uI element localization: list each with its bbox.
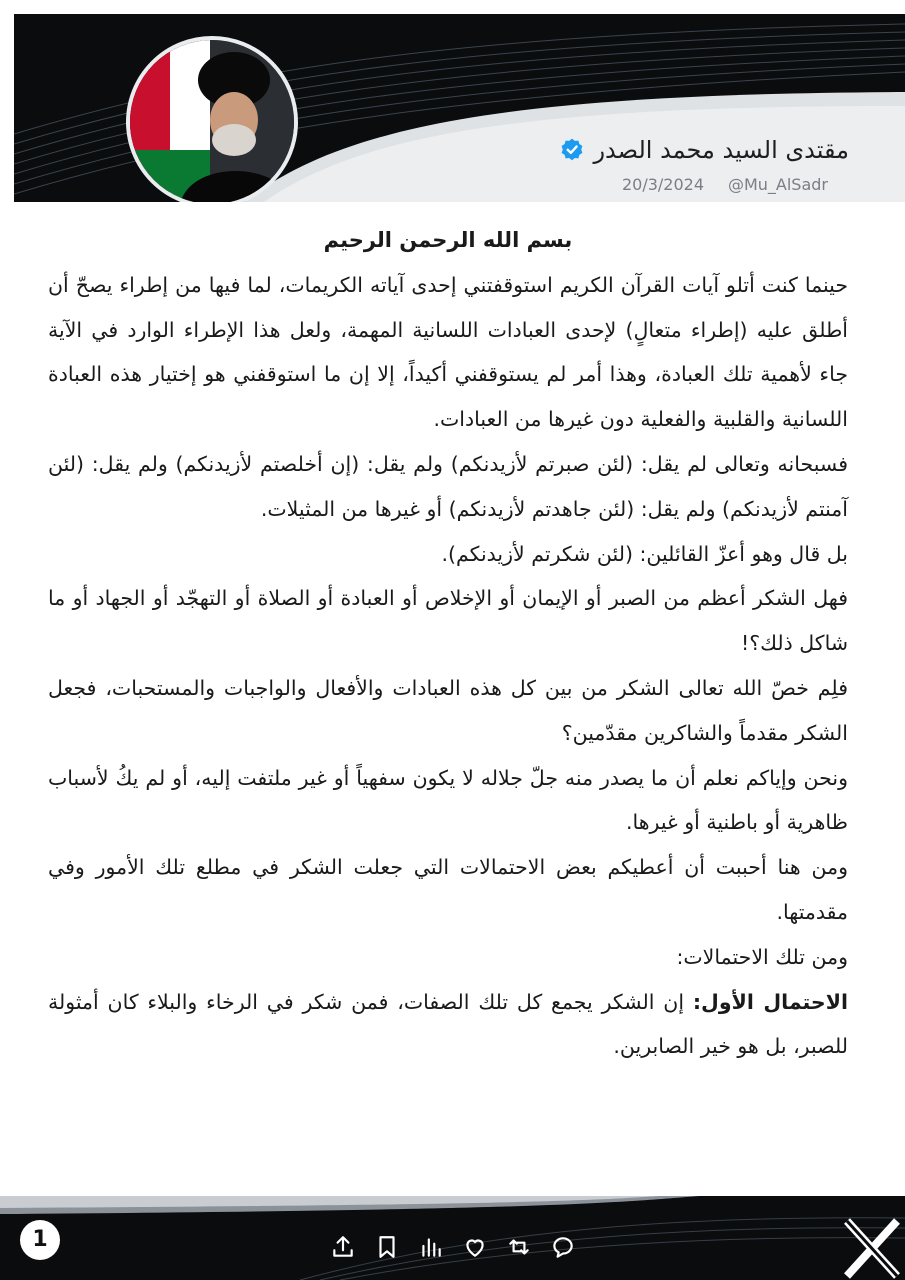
post-date: 20/3/2024 [621,175,704,194]
like-icon[interactable] [462,1234,488,1260]
paragraph-6: ونحن وإياكم نعلم أن ما يصدر منه جلّ جلاله لا يكون سفهياً أو غير ملتفت إليه، أو لم يكُ لأسباب ظاهرية أو باطنية أو غيرها. [48,765,848,835]
profile-header [14,14,905,202]
display-name[interactable]: مقتدى السيد محمد الصدر [593,136,849,164]
paragraph-7: ومن هنا أحببت أن أعطيكم بعض الاحتمالات التي جعلت الشكر في مطلع تلك الأمور وفي مقدمتها. [48,855,848,924]
avatar-portrait-icon [130,40,294,202]
post-title: بسم الله الرحمن الرحيم [323,228,573,252]
x-logo-icon[interactable] [841,1217,905,1280]
paragraph-9 [48,980,848,1070]
paragraph-1: حينما كنت أتلو آيات القرآن الكريم استوقفتني إحدى آياته الكريمات، لما فيها من إطراء يصحّ أن أطلق عليه (إطراء متعالٍ) لإحدى العبادات اللسانية المهمة، ولعل هذا الإطراء الوارد في الآية جاء لأهمية تلك العبادة، وهذا أمر لم يستوقفني أكيداً، إلا إن ما استوقفني هو إختيار هذه العبادة اللسانية والقلبية والفعلية دون غيرها من العبادات. [48,272,848,432]
avatar[interactable] [126,36,298,202]
paragraph-9-label: الاحتمال الأول: [692,989,848,1014]
views-icon[interactable] [418,1234,444,1260]
bookmark-icon[interactable] [374,1234,400,1260]
user-handle[interactable]: @Mu_AlSadr [727,175,828,194]
paragraph-4: فهل الشكر أعظم من الصبر أو الإيمان أو الإخلاص أو العبادة أو الصلاة أو التهجّد أو الجهاد أو ما شاكل ذلك؟! [48,586,848,656]
page-number-badge: 1 [20,1220,60,1260]
paragraph-8: ومن تلك الاحتمالات: [676,944,848,969]
action-bar [330,1234,576,1260]
paragraph-2: فسبحانه وتعالى لم يقل: (لئن صبرتم لأزيدنكم) ولم يقل: (إن أخلصتم لأزيدنكم) ولم يقل: (لئن آمنتم لأزيدنكم) ولم يقل: (لئن جاهدتم لأزيدنكم) أو غيرها من المثيلات. [48,451,848,521]
reply-icon[interactable] [550,1234,576,1260]
paragraph-9-text: إن الشكر يجمع كل تلك الصفات، فمن شكر في الرخاء والبلاء كان أمثولة للصبر، بل هو خير الصابرين. [48,989,848,1059]
retweet-icon[interactable] [506,1234,532,1260]
paragraph-5: فلِم خصّ الله تعالى الشكر من بين كل هذه العبادات والأفعال والواجبات والمستحبات، فجعل الشكر مقدماً والشاكرين مقدّمين؟ [48,675,848,745]
post-body [48,218,848,1069]
name-row [559,136,849,164]
verified-badge-icon [559,137,585,163]
share-icon[interactable] [330,1234,356,1260]
paragraph-3: بل قال وهو أعزّ القائلين: (لئن شكرتم لأزيدنكم). [441,541,848,566]
